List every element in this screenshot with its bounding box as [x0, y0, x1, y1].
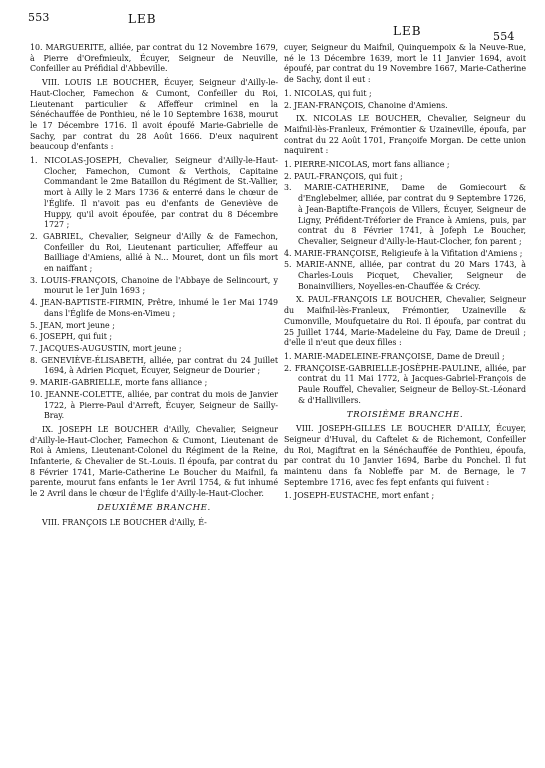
list-item: 1. JOSEPH-EUSTACHE, mort enfant ;: [284, 491, 435, 501]
list-item: 5. MARIE-ANNE, alliée, par contrat du 20 Mars 1743, à Charles-Louis Picquet, Chevalier, Seigneur de Bonainvilliers, Noyelles-en-Chauffée & Crécy.: [284, 260, 526, 291]
entry-joseph-le-boucher: IX. JOSEPH LE BOUCHER d'Ailly, Chevalier, Seigneur d'Ailly-le-Haut-Clocher, Famechon & Cumont, Lieutenant de Roi à Amiens, Lieutenant-Colonel du Régiment de la Reine, Infanterie, & Chevalier de St.-Louis. Il époufa, par contrat du 8 Février 1741, Marie-Catherine Le Boucher du Maifnil, fa parente, mourut fans enfants le 1er Avril 1754, & fut inhumé le 2 Avril dans le chœur de l'Églife d'Ailly-le-Haut-Clocher.: [30, 424, 278, 499]
entry-marguerite: 10. MARGUERITE, alliée, par contrat du 12 Novembre 1679, à Pierre d'Orefmieulx, Écuyer, Seigneur de Neuville, Confeiller au Préfidial d'Abbeville.: [30, 43, 278, 74]
left-column: [30, 43, 278, 531]
list-item: 3. MARIE-CATHERINE, Dame de Gomiecourt & d'Englebelmer, alliée, par contrat du 9 Septembre 1726, à Jean-Baptifte-François de Villers, Écuyer, Seigneur de Ligny, Préfident-Tréforier de France à Amiens, puis, par contrat du 8 Février 1741, à Jofeph Le Boucher, Chevalier, Seigneur d'Ailly-le-Haut-Clocher, fon parent ;: [284, 183, 526, 246]
children-list-louis: [30, 156, 278, 422]
children-list-joseph-gilles: [284, 491, 526, 502]
list-item: 6. JOSEPH, qui fuit ;: [30, 332, 113, 342]
list-item: 7. JACQUES-AUGUSTIN, mort jeune ;: [30, 343, 182, 353]
list-item: 2. FRANÇOISE-GABRIELLE-JOSÈPHE-PAULINE, alliée, par contrat du 11 Mai 1772, à Jacques-Gabriel-François de Paule Rouffel, Chevalier, Seigneur de Belloy-St.-Léonard & d'Hallivillers.: [284, 363, 526, 405]
entry-nicolas-le-boucher: IX. NICOLAS LE BOUCHER, Chevalier, Seigneur du Maifnil-lès-Franleux, Frémontier & Uzaineville, époufa, par contrat du 22 Août 1701, Françoife Morgan. De cette union naquirent :: [284, 114, 526, 156]
list-item: 4. MARIE-FRANÇOISE, Religieufe à la Vifitation d'Amiens ;: [284, 248, 523, 258]
left-running-head: LEB: [128, 12, 157, 26]
entry-francois-le-boucher: VIII. FRANÇOIS LE BOUCHER d'Ailly, É-: [42, 517, 207, 527]
list-item: 2. PAUL-FRANÇOIS, qui fuit ;: [284, 171, 403, 181]
list-item: 9. MARIE-GABRIELLE, morte fans alliance ;: [30, 378, 208, 388]
left-page-number: 553: [28, 11, 50, 24]
entry-louis-le-boucher: VIII. LOUIS LE BOUCHER, Écuyer, Seigneur d'Ailly-le-Haut-Clocher, Famechon & Cumont, Confeiller du Roi, Lieutenant particulier & Affeffeur criminel en la Sénéchauffée de Ponthieu, né le 10 Septembre 1638, mourut le 17 Décembre 1716. Il avoit époufé Marie-Gabrielle de Sachy, par contrat du 28 Août 1666. D'eux naquirent beaucoup d'enfants :: [30, 78, 278, 152]
section-heading-deuxieme-branche: DEUXIÈME BRANCHE.: [97, 502, 211, 513]
right-running-head: LEB: [393, 24, 422, 38]
entry-francois-continued: cuyer, Seigneur du Maifnil, Quinquempoix & la Neuve-Rue, né le 13 Décembre 1639, mort le 11 Janvier 1694, avoit époufé, par contrat du 19 Novembre 1667, Marie-Catherine de Sachy, dont il eut :: [284, 43, 526, 85]
entry-joseph-gilles-le-boucher: VIII. JOSEPH-GILLES LE BOUCHER D'AILLY, Écuyer, Seigneur d'Huval, du Caftelet & de Richemont, Confeiller du Roi, Magiftrat en la Sénéchauffée de Ponthieu, époufa, par contrat du 10 Janvier 1694, Barbe du Ponchel. Il fut maintenu dans fa Nobleffe par M. de Bernage, le 7 Septembre 1716, avec fes fept enfants qui fuivent :: [284, 424, 526, 487]
list-item: 2. GABRIEL, Chevalier, Seigneur d'Ailly & de Famechon, Confeiller du Roi, Lieutenant particulier, Affeffeur au Bailliage d'Amiens, allié à N... Mouret, dont un fils mort en naiffant ;: [30, 231, 278, 274]
right-page-number: 554: [493, 30, 515, 43]
children-list-nicolas: [284, 160, 526, 292]
list-item: 1. NICOLAS-JOSEPH, Chevalier, Seigneur d'Ailly-le-Haut-Clocher, Famechon, Cumont & Verthois, Capitaine Commandant le 2me Bataillon du Régiment de St.-Vallier, mort à Ailly le 2 Mars 1736 & enterré dans le chœur de l'Églife. Il n'avoit pas eu d'enfants de Geneviève de Huppy, qu'il avoit époufée, par contrat du 8 Décembre 1727 ;: [30, 156, 278, 230]
list-item: 3. LOUIS-FRANÇOIS, Chanoine de l'Abbaye de Selincourt, y mourut le 1er Juin 1693 ;: [30, 275, 278, 296]
list-item: 5. JEAN, mort jeune ;: [30, 320, 115, 330]
list-item: 1. NICOLAS, qui fuit ;: [284, 88, 372, 98]
list-item: 4. JEAN-BAPTISTE-FIRMIN, Prêtre, inhumé le 1er Mai 1749 dans l'Églife de Mons-en-Vimeu ;: [30, 298, 278, 318]
children-list-francois: [284, 89, 526, 111]
right-column: [284, 43, 526, 505]
entry-paul-francois-le-boucher: X. PAUL-FRANÇOIS LE BOUCHER, Chevalier, Seigneur du Maifnil-lès-Franleux, Frémontier, Uzaineville & Cumonville, Moufquetaire du Roi. Il époufa, par contrat du 25 Juillet 1744, Marie-Madeleine du Fay, Dame de Dreuil ; d'elle il n'eut que deux filles :: [284, 295, 526, 348]
section-heading-troisieme-branche: TROISIÈME BRANCHE.: [346, 409, 464, 420]
children-list-paul-francois: [284, 352, 526, 407]
list-item: 1. MARIE-MADELEINE-FRANÇOISE, Dame de Dreuil ;: [284, 351, 505, 361]
list-item: 1. PIERRE-NICOLAS, mort fans alliance ;: [284, 160, 450, 170]
list-item: 2. JEAN-FRANÇOIS, Chanoine d'Amiens.: [284, 100, 448, 110]
list-item: 10. JEANNE-COLETTE, alliée, par contrat du mois de Janvier 1722, à Pierre-Paul d'Arreft, Écuyer, Seigneur de Sailly-Bray.: [30, 389, 278, 421]
list-item: 8. GENEVIÈVE-ÉLISABETH, alliée, par contrat du 24 Juillet 1694, à Adrien Picquet, Écuyer, Seigneur de Dourier ;: [30, 355, 278, 376]
